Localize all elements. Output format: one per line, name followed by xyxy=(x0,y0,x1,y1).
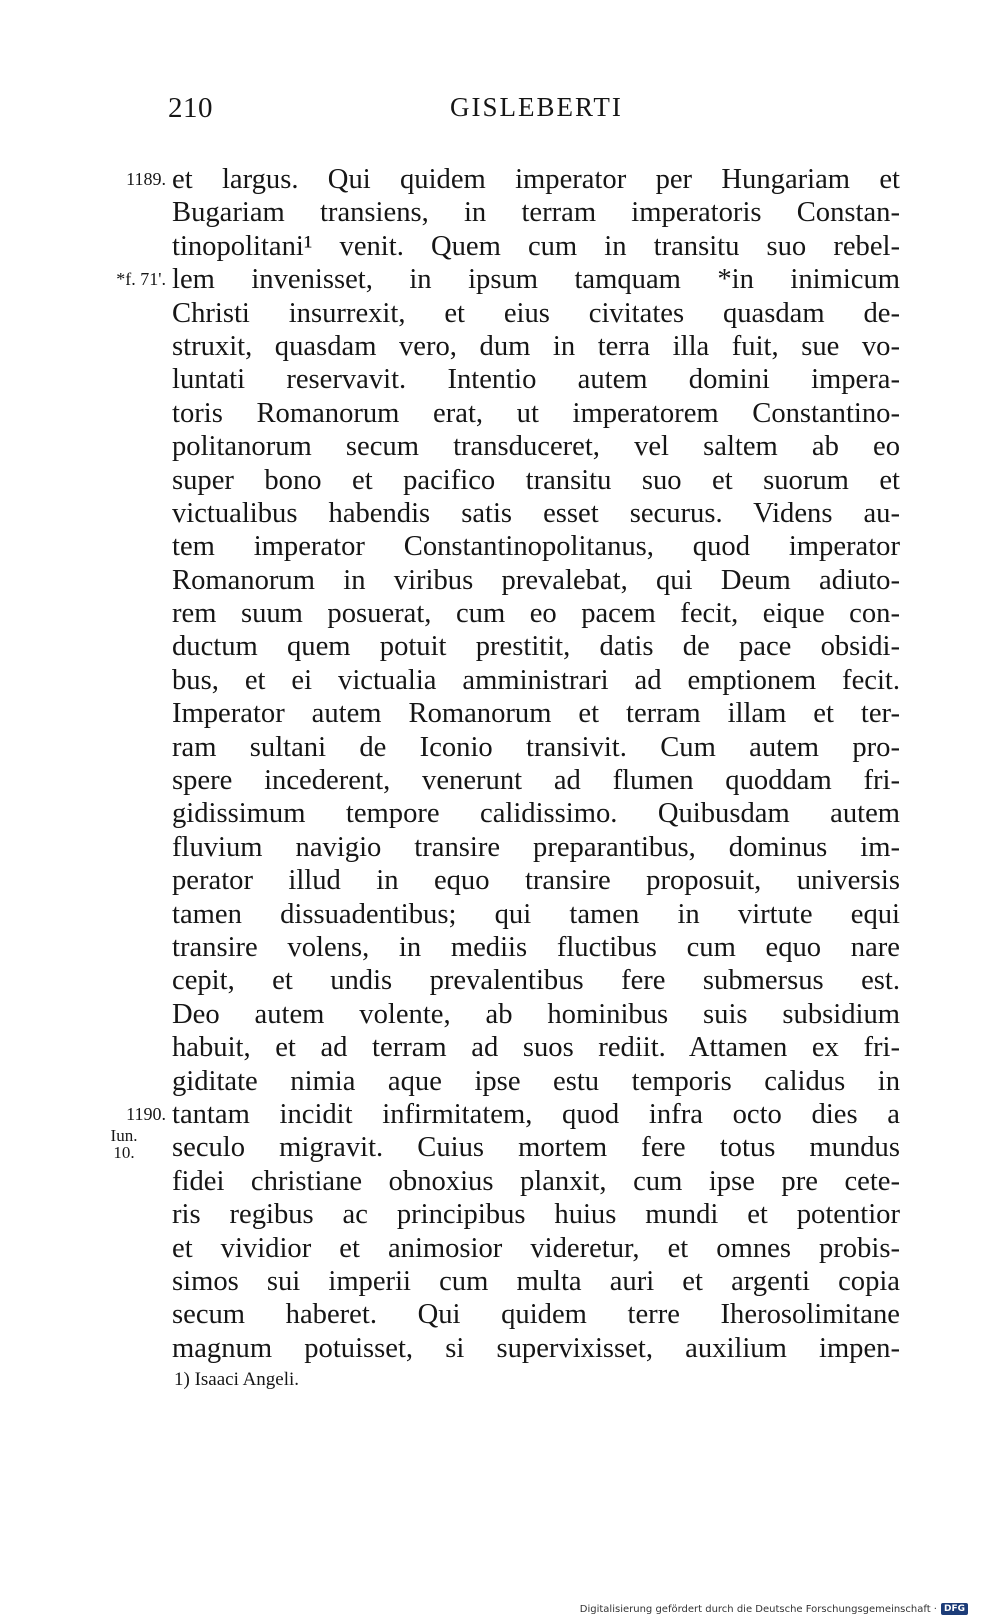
text-line: bus, et ei victualia amministrari ad emptionem fecit. xyxy=(172,664,900,696)
running-title: GISLEBERTI xyxy=(450,92,623,122)
text-line: ram sultani de Iconio transivit. Cum autem pro- xyxy=(172,731,900,763)
text-line: Romanorum in viribus prevalebat, qui Deum adiuto- xyxy=(172,564,900,596)
footnote: 1) Isaaci Angeli. xyxy=(174,1369,300,1390)
text-line: Imperator autem Romanorum et terram illam et ter- xyxy=(172,698,900,730)
text-line: politanorum secum transduceret, vel saltem ab eo xyxy=(172,431,900,463)
text-line: fluvium navigio transire preparantibus, dominus im- xyxy=(172,831,900,863)
margin-date xyxy=(94,1127,154,1161)
text-line: seculo migravit. Cuius mortem fere totus mundus xyxy=(172,1132,900,1164)
margin-year-1189: 1189. xyxy=(126,169,166,189)
text-line: tamen dissuadentibus; qui tamen in virtute equi xyxy=(172,898,900,930)
margin-folio: *f. 71'. xyxy=(116,269,166,289)
text-line: perator illud in equo transire proposuit, universis xyxy=(172,865,900,897)
text-line: tinopolitani¹ venit. Quem cum in transitu suo rebel- xyxy=(172,230,900,262)
page-header xyxy=(0,92,1000,132)
text-line: Deo autem volente, ab hominibus suis subsidium xyxy=(172,998,900,1030)
text-line: transire volens, in mediis fluctibus cum equo nare xyxy=(172,931,900,963)
text-line: et vividior et animosior videretur, et omnes probis- xyxy=(172,1232,900,1264)
text-line: secum haberet. Qui quidem terre Iherosolimitane xyxy=(172,1299,900,1331)
digitization-credit xyxy=(580,1603,968,1615)
dfg-logo: DFG xyxy=(941,1603,968,1615)
page-number: 210 xyxy=(168,92,213,124)
text-line: victualibus habendis satis esset securus. Videns au- xyxy=(172,497,900,529)
text-line: fidei christiane obnoxius planxit, cum ipse pre cete- xyxy=(172,1165,900,1197)
text-line: et largus. Qui quidem imperator per Hungariam et xyxy=(172,164,900,195)
credit-text: Digitalisierung gefördert durch die Deutsche Forschungsgemeinschaft · xyxy=(579,1603,937,1615)
text-line: Bugariam transiens, in terram imperatoris Constan- xyxy=(172,197,900,229)
text-line: habuit, et ad terram ad suos rediit. Attamen ex fri- xyxy=(172,1032,900,1064)
text-line: struxit, quasdam vero, dum in terra illa fuit, sue vo- xyxy=(172,330,900,362)
text-line: Christi insurrexit, et eius civitates quasdam de- xyxy=(172,297,900,329)
text-line: toris Romanorum erat, ut imperatorem Constantino- xyxy=(172,397,900,429)
text-line: tantam incidit infirmitatem, quod infra octo dies a xyxy=(172,1098,900,1130)
text-line: rem suum posuerat, cum eo pacem fecit, eique con- xyxy=(172,598,900,630)
text-line: luntati reservavit. Intentio autem domini impera- xyxy=(172,364,900,396)
text-line: giditate nimia aque ipse estu temporis calidus in xyxy=(172,1065,900,1097)
text-line: cepit, et undis prevalentibus fere submersus est. xyxy=(172,965,900,997)
text-line: super bono et pacifico transitu suo et suorum et xyxy=(172,464,900,496)
margin-year-1190: 1190. xyxy=(126,1104,166,1124)
text-line: spere incederent, venerunt ad flumen quoddam fri- xyxy=(172,765,900,797)
text-line: lem invenisset, in ipsum tamquam *in inimicum xyxy=(172,264,900,296)
margin-date-day: 10. xyxy=(113,1143,135,1162)
margin-date-month: Iun. xyxy=(110,1126,138,1145)
text-line: gidissimum tempore calidissimo. Quibusdam autem xyxy=(172,798,900,830)
text-line: simos sui imperii cum multa auri et argenti copia xyxy=(172,1265,900,1297)
text-line: ris regibus ac principibus huius mundi et potentior xyxy=(172,1199,900,1231)
text-line: tem imperator Constantinopolitanus, quod imperator xyxy=(172,531,900,563)
main-text xyxy=(172,163,900,1365)
text-line: magnum potuisset, si supervixisset, auxilium impen- xyxy=(172,1332,900,1364)
text-line: ductum quem potuit prestitit, datis de pace obsidi- xyxy=(172,631,900,663)
